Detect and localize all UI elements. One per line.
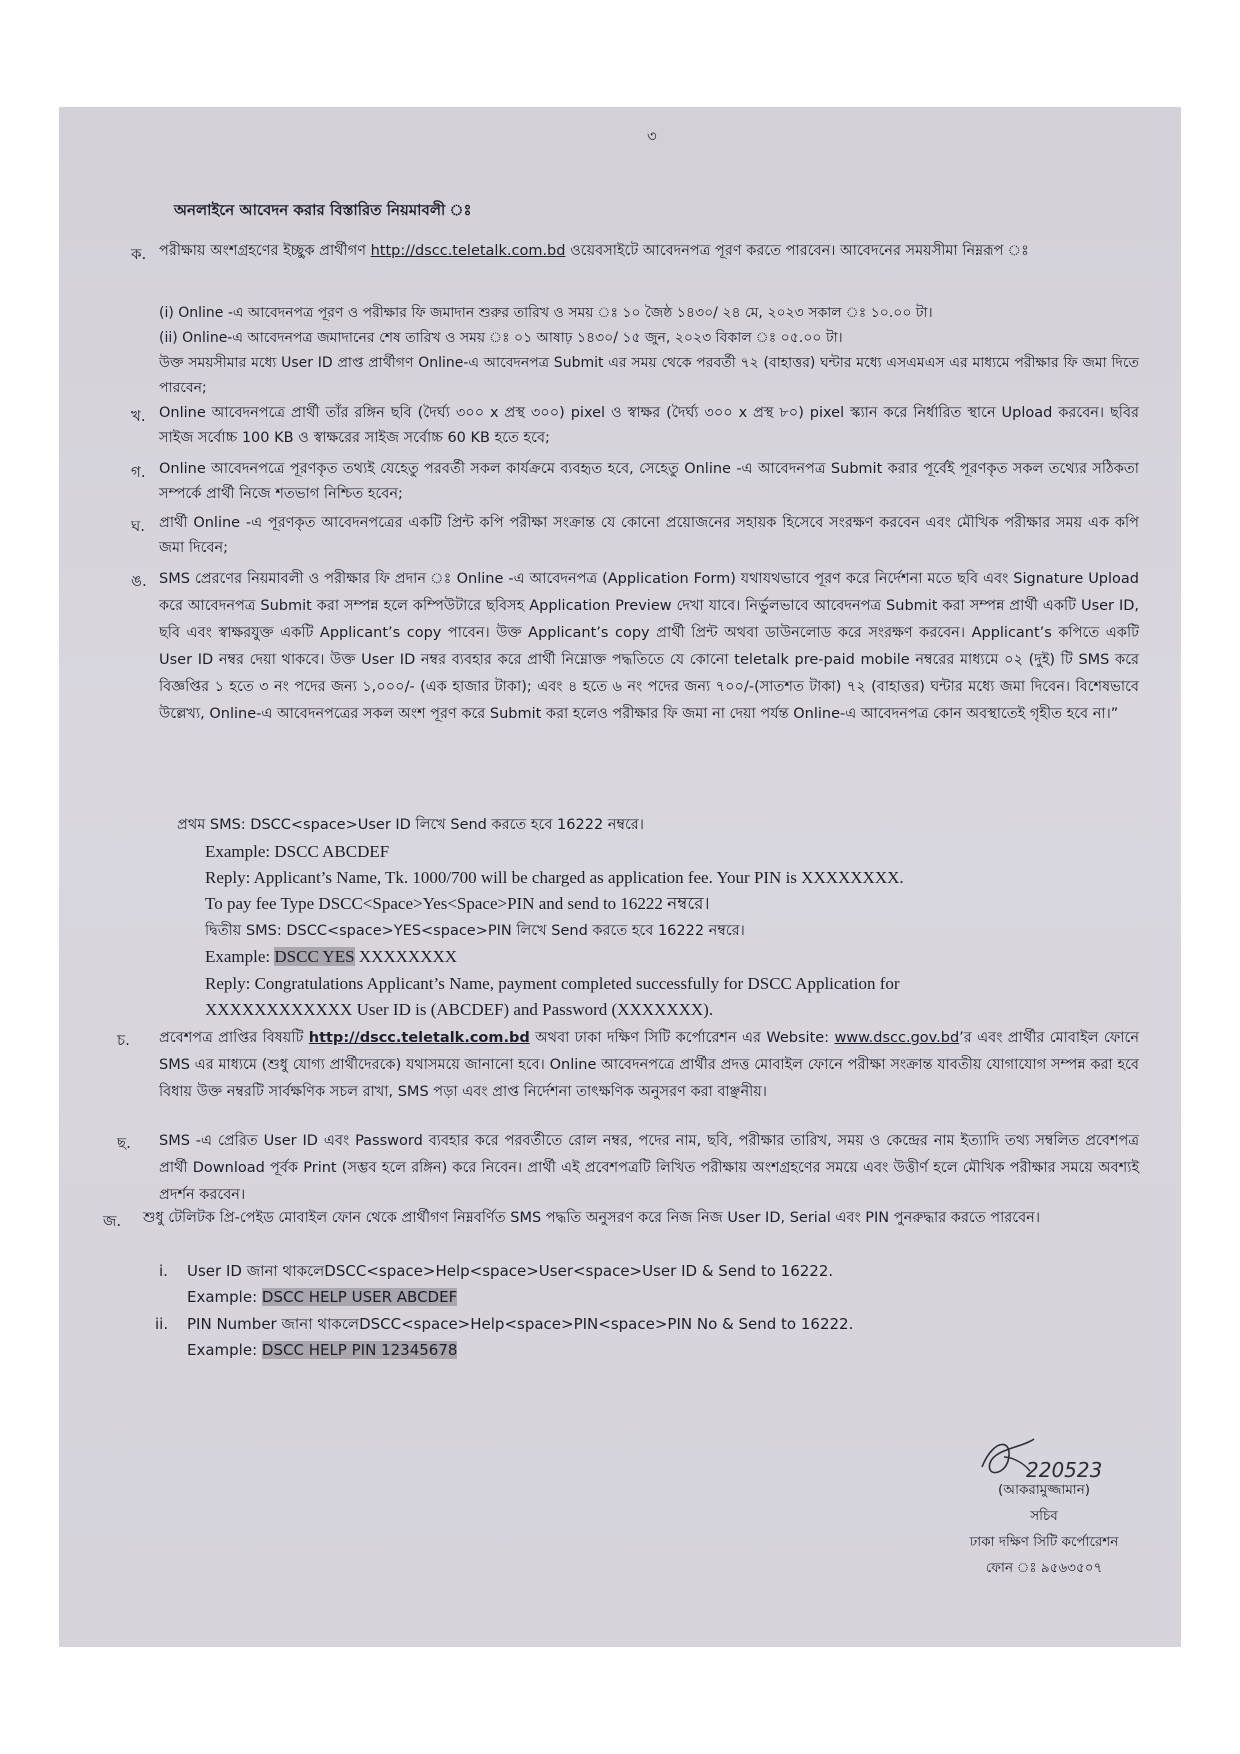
help-userid-example-value: DSCC HELP USER ABCDEF	[261, 1288, 458, 1306]
sms-second-example-label: Example:	[205, 947, 275, 966]
item-cha-mid: অথবা ঢাকা দক্ষিণ সিটি কর্পোরেশন এর Website:	[529, 1030, 835, 1046]
sms-first-reply: Reply: Applicant’s Name, Tk. 1000/700 will be charged as application fee. Your PIN is XXXXXXXX.	[205, 868, 904, 887]
item-chha-text: SMS -এ প্রেরিত User ID এবং Password ব্যবহার করে পরবর্তীতে রোল নম্বর, পদের নাম, ছবি, পরীক্ষার তারিখ, সময় ও কেন্দ্রের নাম ইত্যাদি তথ্য সম্বলিত প্রবেশপত্র প্রার্থী Download পূর্বক Print (সম্ভব হলে রঙ্গিন) করে নিবেন। প্রার্থী এই প্রবেশপত্রটি লিখিত পরীক্ষায় অংশগ্রহণের সময়ে এবং উত্তীর্ণ হলে মৌখিক পরীক্ষার সময়ে অবশ্যই প্রদর্শন করবেন।	[159, 1133, 1139, 1203]
item-marker-uma: ঙ.	[131, 572, 147, 590]
page-number: ৩	[647, 127, 657, 145]
sms-second-example-rest: XXXXXXXX	[354, 947, 458, 966]
help-userid-example-label: Example:	[187, 1288, 262, 1306]
item-ka-post: ওয়েবসাইটে আবেদনপত্র পূরণ করতে পারবেন। আবেদনের সময়সীমা নিম্নরূপ ঃ	[565, 243, 1029, 259]
sms-second-example	[205, 945, 457, 969]
item-ka-line3: উক্ত সময়সীমার মধ্যে User ID প্রাপ্ত প্রার্থীগণ Online-এ আবেদনপত্র Submit এর সময় থেকে পরবর্তী ৭২ (বাহাত্তর) ঘন্টার মধ্যে এসএমএস এর মাধ্যমে পরীক্ষার ফি জমা দিতে পারবেন;	[159, 355, 1139, 396]
item-marker-cha: চ.	[117, 1031, 130, 1049]
sms-second-reply-credentials: XXXXXXXXXXXX User ID is (ABCDEF) and Password (XXXXXXX).	[205, 1000, 714, 1019]
sms-second-example-highlight: DSCC YES	[274, 947, 355, 966]
list-number-i: i.	[159, 1262, 168, 1280]
item-marker-ka: ক.	[131, 245, 147, 263]
item-ka-line2: (ii) Online-এ আবেদনপত্র জমাদানের শেষ তারিখ ও সময় ঃ ০১ আষাঢ় ১৪৩০/ ১৫ জুন, ২০২৩ বিকাল ঃ ০৫.০০ টা।	[159, 330, 843, 346]
sms-first-reply-fee: To pay fee Type DSCC<Space>Yes<Space>PIN and send to 16222 নম্বরে।	[205, 894, 710, 913]
sms-second-reply: Reply: Congratulations Applicant’s Name, payment completed successfully for DSCC Application for	[205, 974, 900, 993]
help-pin-example	[187, 1338, 457, 1362]
item-cha-post: ’র এবং প্রার্থীর মোবাইল ফোনে SMS এর মাধ্যমে (শুধু যোগ্য প্রার্থীদেরকে) যথাসময়ে জানানো হবে। Online আবেদনপত্রে প্রার্থীর প্রদত্ত মোবাইল ফোনে পরীক্ষা সংক্রান্ত যাবতীয় যোগাযোগ সম্পন্ন করা হবে বিধায় উক্ত নম্বরটি সার্বক্ষণিক সচল রাখা, SMS পড়া এবং প্রাপ্ত নির্দেশনা তাৎক্ষণিক অনুসরণ করা বাঞ্ছনীয়।	[159, 1030, 1139, 1100]
list-number-ii: ii.	[155, 1315, 169, 1333]
item-marker-ja: জ.	[103, 1212, 122, 1230]
help-pin-example-label: Example:	[187, 1341, 262, 1359]
signatory-title: সচিব	[1030, 1508, 1058, 1524]
signatory-organization: ঢাকা দক্ষিণ সিটি কর্পোরেশন	[969, 1534, 1119, 1550]
dscc-website-link[interactable]: www.dscc.gov.bd	[834, 1030, 960, 1046]
teletalk-link[interactable]: http://dscc.teletalk.com.bd	[370, 243, 566, 259]
sms-second-instruction: দ্বিতীয় SMS: DSCC<space>YES<space>PIN লিখে Send করতে হবে 16222 নম্বরে।	[205, 923, 745, 939]
help-userid-example	[187, 1285, 457, 1309]
item-ka-intro	[159, 239, 1139, 264]
item-uma-text: SMS প্রেরণের নিয়মাবলী ও পরীক্ষার ফি প্রদান ঃ Online -এ আবেদনপত্র (Application Form) যথাযথভাবে পূরণ করে নির্দেশনা মতে ছবি এবং Signature Upload করে আবেদনপত্র Submit করা সম্পন্ন হলে কম্পিউটারে ছবিসহ Application Preview দেখা যাবে। নির্ভুলভাবে আবেদনপত্র Submit করা সম্পন্ন প্রার্থী একটি User ID, ছবি এবং স্বাক্ষরযুক্ত একটি Applicant’s copy পাবেন। উক্ত Applicant’s copy প্রার্থী প্রিন্ট অথবা ডাউনলোড করে সংরক্ষণ করবেন। Applicant’s কপিতে একটি User ID নম্বর দেয়া থাকবে। উক্ত User ID নম্বর ব্যবহার করে প্রার্থী নিম্নোক্ত পদ্ধতিতে যে কোনো teletalk pre-paid mobile নম্বরের মাধ্যমে ০২ (দুই) টি SMS করে বিজ্ঞপ্তির ১ হতে ৩ নং পদের জন্য ১,০০০/- (এক হাজার টাকা); এবং ৪ হতে ৬ নং পদের জন্য ৭০০/-(সাতশত টাকা) ৭২ (বাহাত্তর) ঘন্টার মধ্যে জমা দিবেন। বিশেষভাবে উল্লেখ্য, Online-এ আবেদনপত্রের সকল অংশ পূরণ করে Submit করা হলেও পরীক্ষার ফি জমা না দেয়া পর্যন্ত Online-এ আবেদনপত্র কোন অবস্থাতেই গৃহীত হবে না।”	[159, 571, 1139, 722]
help-pin-example-value: DSCC HELP PIN 12345678	[261, 1341, 458, 1359]
signatory-phone: ফোন ঃ ৯৫৬৩৫০৭	[985, 1560, 1103, 1576]
item-cha-pre: প্রবেশপত্র প্রাপ্তির বিষয়টি	[159, 1030, 309, 1046]
item-ka-line1: (i) Online -এ আবেদনপত্র পূরণ ও পরীক্ষার ফি জমাদান শুরুর তারিখ ও সময় ঃ ১০ জৈষ্ঠ ১৪৩০/ ২৪ মে, ২০২৩ সকাল ঃ ১০.০০ টা।	[159, 305, 933, 321]
section-heading: অনলাইনে আবেদন করার বিস্তারিত নিয়মাবলী ঃ	[174, 201, 472, 219]
sms-first-instruction: প্রথম SMS: DSCC<space>User ID লিখে Send করতে হবে 16222 নম্বরে।	[177, 817, 644, 833]
signatory-name: (আকরামুজ্জামান)	[997, 1482, 1091, 1498]
item-ka-pre: পরীক্ষায় অংশগ্রহণের ইচ্ছুক প্রার্থীগণ	[159, 243, 371, 259]
help-pin-instruction: PIN Number জানা থাকলেDSCC<space>Help<space>PIN<space>PIN No & Send to 16222.	[187, 1315, 854, 1333]
item-marker-kha: খ.	[131, 407, 146, 425]
sms-first-example: Example: DSCC ABCDEF	[205, 842, 390, 861]
item-marker-gha: ঘ.	[131, 517, 146, 535]
item-marker-chha: ছ.	[117, 1134, 131, 1152]
item-kha-text: Online আবেদনপত্রে প্রার্থী তাঁর রঙ্গিন ছবি (দৈর্ঘ্য ৩০০ x প্রস্থ ৩০০) pixel ও স্বাক্ষর (দৈর্ঘ্য ৩০০ x প্রস্থ ৮০) pixel স্ক্যান করে নির্ধারিত স্থানে Upload করবেন। ছবির সাইজ সর্বোচ্চ 100 KB ও স্বাক্ষরের সাইজ সর্বোচ্চ 60 KB হতে হবে;	[159, 405, 1139, 446]
help-userid-instruction: User ID জানা থাকলেDSCC<space>Help<space>User<space>User ID & Send to 16222.	[187, 1262, 834, 1280]
item-marker-ga: গ.	[131, 463, 146, 481]
item-ga-text: Online আবেদনপত্রে পূরণকৃত তথ্যই যেহেতু পরবর্তী সকল কার্যক্রমে ব্যবহৃত হবে, সেহেতু Online -এ আবেদনপত্র Submit করার পূর্বেই পূরণকৃত সকল তথ্যের সঠিকতা সম্পর্কে প্রার্থী নিজে শতভাগ নিশ্চিত হবেন;	[159, 461, 1139, 502]
document-page	[59, 107, 1181, 1647]
item-ja-text: শুধু টেলিটক প্রি-পেইড মোবাইল ফোন থেকে প্রার্থীগণ নিম্নবর্ণিত SMS পদ্ধতি অনুসরণ করে নিজ নিজ User ID, Serial এবং PIN পুনরুদ্ধার করতে পারবেন।	[143, 1210, 1041, 1226]
item-cha-text	[159, 1025, 1139, 1106]
teletalk-link-admit[interactable]: http://dscc.teletalk.com.bd	[308, 1030, 530, 1046]
signature-date-mark: 220523	[1026, 1458, 1103, 1482]
signatory-block	[944, 1477, 1144, 1581]
item-gha-text: প্রার্থী Online -এ পূরণকৃত আবেদনপত্রের একটি প্রিন্ট কপি পরীক্ষা সংক্রান্ত যে কোনো প্রয়োজনের সহায়ক হিসেবে সংরক্ষণ করবেন এবং মৌখিক পরীক্ষার সময় এক কপি জমা দিবেন;	[159, 515, 1139, 556]
